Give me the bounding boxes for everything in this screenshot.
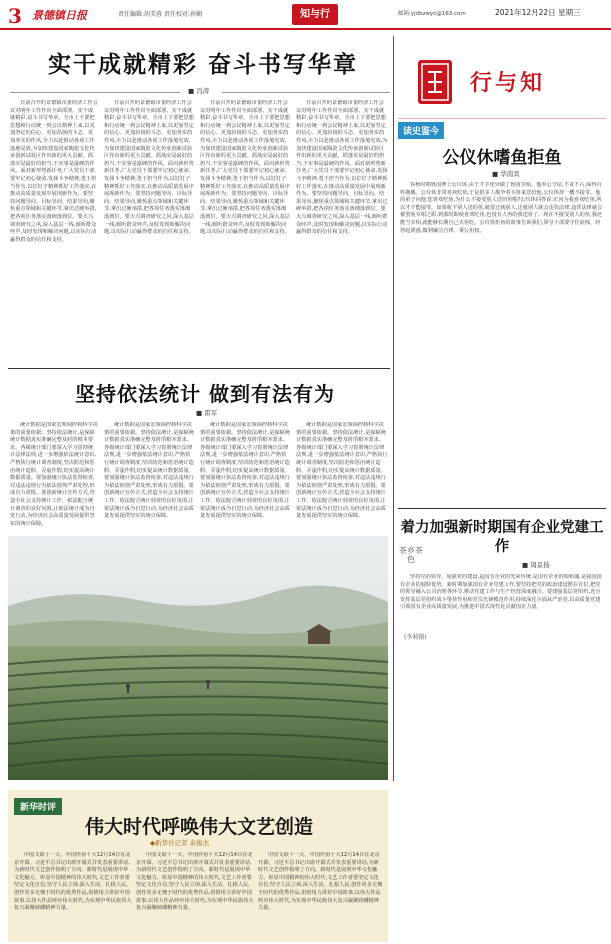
article1-body-col4: 日前召开的景德镇市委经济工作会议对明年工作作出全面部署。实干成就精彩,奋斗书写华章。全市上下要把思想和行动统一到会议精神上来,以更加坚定的信心、更加昂扬的斗志、更加务实的作风,全力以赴推动各项工作落地见效,为加快建设国家陶瓷文化传承创新试验区作出新的更大贡献。抓落实是最好的担当,干实事是最硬的作风。面对新形势新任务,广大党员干部要牢记初心使命,发扬斗争精神,勇于担当作为,以钉钉子精神抓好工作落实,在推动高质量发展中展现新作为。要坚持问题导向、目标导向、结果导向,聚焦重点领域和关键环节,拿出过硬举措,把各项任务落实落细落到位。要大兴调查研究之风,深入基层一线,倾听群众呼声,及时发现和解决问题,以实际行动赢得群众的信任和支持。 [296,100,388,236]
article2-body-col3: 统计数据是国家宏观调控和科学决策的重要依据。坚持依法统计,是保障统计数据真实准确完整及时的根本要求。各级统计部门要深入学习贯彻统计法律法规,进一步增强依法统计意识,严格执行统计调查制度,坚决防范和惩治统计造假、弄虚作假,切实提高统计数据质量。要加强统计执法监督检查,对违法违规行为依法依规严肃处理,形成有力震慑。要创新统计宣传方式,营造全社会支持统计工作、依法配合统计调查的良好氛围,让依法统计成为自觉行动,为经济社会高质量发展提供坚实的统计保障。 [200,422,290,520]
tea-plantation-photo [8,536,388,780]
divider [10,92,180,93]
issue-date: 2021年12月22日 星期三 [495,8,581,17]
xinhua-body-col2: 中国文联十一大、中国作协十大12月14日在北京开幕。习近平总书记出席开幕式并发表重要讲话,为新时代文艺创作指明了方向。新时代是展现中华文化魅力、彰显中国精神的伟大时代,文艺工作者要坚定文化自信,坚守人民立场,深入生活、扎根人民,创作更多无愧于时代的优秀作品,用情用力讲好中国故事,以伟大作品呼应伟大时代,为实现中华民族伟大复兴凝聚磅礴精神力量。 [136,852,254,912]
page-number: 3 [8,4,22,28]
tea-plantation-image [8,536,388,780]
article3-author: ■ 华南宾 [492,170,520,178]
article1-title: 实干成就精彩 奋斗书写华章 [47,51,358,78]
page-kicker: 知与行 [292,4,338,25]
article1-author: ■ 冯涛 [188,87,210,95]
xinhua-title: 伟大时代呼唤伟大文艺创造 [84,816,313,838]
article1-body-col1: 日前召开的景德镇市委经济工作会议对明年工作作出全面部署。实干成就精彩,奋斗书写华章。全市上下要把思想和行动统一到会议精神上来,以更加坚定的信心、更加昂扬的斗志、更加务实的作风,全力以赴推动各项工作落地见效,为加快建设国家陶瓷文化传承创新试验区作出新的更大贡献。抓落实是最好的担当,干实事是最硬的作风。面对新形势新任务,广大党员干部要牢记初心使命,发扬斗争精神,勇于担当作为,以钉钉子精神抓好工作落实,在推动高质量发展中展现新作为。要坚持问题导向、目标导向、结果导向,聚焦重点领域和关键环节,拿出过硬举措,把各项任务落实落细落到位。要大兴调查研究之风,深入基层一线,倾听群众呼声,及时发现和解决问题,以实际行动赢得群众的信任和支持。 [10,100,98,243]
article2-title: 坚持依法统计 做到有法有为 [75,382,335,406]
article3-body: 春秋时期鲁国博士公仪休,由于才学优异做了鲁国宰相。他奉公守法,不贪不占,深得百姓拥戴。公仪休非常喜欢吃鱼,于是很多人都争着买鱼来送给他,公仪休却一概不接受。他的弟子问他:您喜欢吃鱼,为什么不接受别人送的鱼呢?公仪休回答说:正因为我喜欢吃鱼,所以才不能接受。如果收下别人送的鱼,就要迁就别人,迁就别人就会违背法律,违背法律就会被罢免宰相之职,到那时即使喜欢吃鱼,也没有人再给我送鱼了。现在不接受别人的鱼,我还能当宰相,就能够长期自己买鱼吃。公仪休拒鱼的故事告诉我们,领导干部要守住底线、经得起诱惑,做到廉洁自律、秉公用权。 [400,182,603,234]
divider [222,92,390,93]
section-divider [8,368,390,369]
seal-logo-icon [416,58,454,106]
article2-body-col2: 统计数据是国家宏观调控和科学决策的重要依据。坚持依法统计,是保障统计数据真实准确完整及时的根本要求。各级统计部门要深入学习贯彻统计法律法规,进一步增强依法统计意识,严格执行统计调查制度,坚决防范和惩治统计造假、弄虚作假,切实提高统计数据质量。要加强统计执法监督检查,对违法违规行为依法依规严肃处理,形成有力震慑。要创新统计宣传方式,营造全社会支持统计工作、依法配合统计调查的良好氛围,让依法统计成为自觉行动,为经济社会高质量发展提供坚实的统计保障。 [104,422,194,520]
newspaper-brand: 景德镇日报 [32,9,87,22]
article1-body-col2: 日前召开的景德镇市委经济工作会议对明年工作作出全面部署。实干成就精彩,奋斗书写华章。全市上下要把思想和行动统一到会议精神上来,以更加坚定的信心、更加昂扬的斗志、更加务实的作风,全力以赴推动各项工作落地见效,为加快建设国家陶瓷文化传承创新试验区作出新的更大贡献。抓落实是最好的担当,干实事是最硬的作风。面对新形势新任务,广大党员干部要牢记初心使命,发扬斗争精神,勇于担当作为,以钉钉子精神抓好工作落实,在推动高质量发展中展现新作为。要坚持问题导向、目标导向、结果导向,聚焦重点领域和关键环节,拿出过硬举措,把各项任务落实落细落到位。要大兴调查研究之风,深入基层一线,倾听群众呼声,及时发现和解决问题,以实际行动赢得群众的信任和支持。 [104,100,194,236]
editor-credits: 责任编辑:胡美蓉 责任校对:孙娴 [118,11,202,18]
article2-body-col1: 统计数据是国家宏观调控和科学决策的重要依据。坚持依法统计,是保障统计数据真实准确完整及时的根本要求。各级统计部门要深入学习贯彻统计法律法规,进一步增强依法统计意识,严格执行统计调查制度,坚决防范和惩治统计造假、弄虚作假,切实提高统计数据质量。要加强统计执法监督检查,对违法违规行为依法依规严肃处理,形成有力震慑。要创新统计宣传方式,营造全社会支持统计工作、依法配合统计调查的良好氛围,让依法统计成为自觉行动,为经济社会高质量发展提供坚实的统计保障。 [10,422,98,527]
section-title: 行与知 [470,70,546,96]
article4-title: 着力加强新时期国有企业党建工作 [400,519,604,555]
section-divider [398,508,606,509]
column-badge: 读史鉴今 [398,122,444,139]
article1-body-col3: 日前召开的景德镇市委经济工作会议对明年工作作出全面部署。实干成就精彩,奋斗书写华章。全市上下要把思想和行动统一到会议精神上来,以更加坚定的信心、更加昂扬的斗志、更加务实的作风,全力以赴推动各项工作落地见效,为加快建设国家陶瓷文化传承创新试验区作出新的更大贡献。抓落实是最好的担当,干实事是最硬的作风。面对新形势新任务,广大党员干部要牢记初心使命,发扬斗争精神,勇于担当作为,以钉钉子精神抓好工作落实,在推动高质量发展中展现新作为。要坚持问题导向、目标导向、结果导向,聚焦重点领域和关键环节,拿出过硬举措,把各项任务落实落细落到位。要大兴调查研究之风,深入基层一线,倾听群众呼声,及时发现和解决问题,以实际行动赢得群众的信任和支持。 [200,100,290,236]
photo-credit: (李莉摄) [404,634,427,641]
contact-email: 邮箱:yjdbzwyc@163.com [398,11,466,17]
xinhua-author: ◆新华社记者 余俊杰 [150,839,210,847]
column-divider [393,36,394,781]
xinhua-body-col1: 中国文联十一大、中国作协十大12月14日在北京开幕。习近平总书记出席开幕式并发表重要讲话,为新时代文艺创作指明了方向。新时代是展现中华文化魅力、彰显中国精神的伟大时代,文艺工作者要坚定文化自信,坚守人民立场,深入生活、扎根人民,创作更多无愧于时代的优秀作品,用情用力讲好中国故事,以伟大作品呼应伟大时代,为实现中华民族伟大复兴凝聚磅礴精神力量。 [14,852,132,912]
article4-body: 坚持党的领导、加强党的建设,是国有企业的光荣传统,是国有企业的根和魂,是我国国有企业的独特优势。新时期加强国有企业党建工作,要坚持把党的政治建设摆在首位,把党的领导融入公司治理各环节,推动党建工作与生产经营深度融合。要建强基层党组织,充分发挥基层党组织战斗堡垒作用和党员先锋模范作用,持续深化全面从严治党,以高质量党建引领国有企业高质量发展,为推进中国式现代化贡献国企力量。 [400,574,602,611]
xinhua-label: 新华时评 [14,798,62,815]
article3-title: 公仪休嗜鱼拒鱼 [442,148,562,168]
article2-author: ■ 雷军 [196,409,218,417]
article2-body-col4: 统计数据是国家宏观调控和科学决策的重要依据。坚持依法统计,是保障统计数据真实准确完整及时的根本要求。各级统计部门要深入学习贯彻统计法律法规,进一步增强依法统计意识,严格执行统计调查制度,坚决防范和惩治统计造假、弄虚作假,切实提高统计数据质量。要加强统计执法监督检查,对违法违规行为依法依规严肃处理,形成有力震慑。要创新统计宣传方式,营造全社会支持统计工作、依法配合统计调查的良好氛围,让依法统计成为自觉行动,为经济社会高质量发展提供坚实的统计保障。 [296,422,388,520]
article4-author: ■ 周景扬 [522,561,550,569]
xinhua-body-col3: 中国文联十一大、中国作协十大12月14日在北京开幕。习近平总书记出席开幕式并发表重要讲话,为新时代文艺创作指明了方向。新时代是展现中华文化魅力、彰显中国精神的伟大时代,文艺工作者要坚定文化自信,坚守人民立场,深入生活、扎根人民,创作更多无愧于时代的优秀作品,用情用力讲好中国故事,以伟大作品呼应伟大时代,为实现中华民族伟大复兴凝聚磅礴精神力量。 [258,852,383,912]
photo-caption: 茶乡茶色 [399,546,423,564]
